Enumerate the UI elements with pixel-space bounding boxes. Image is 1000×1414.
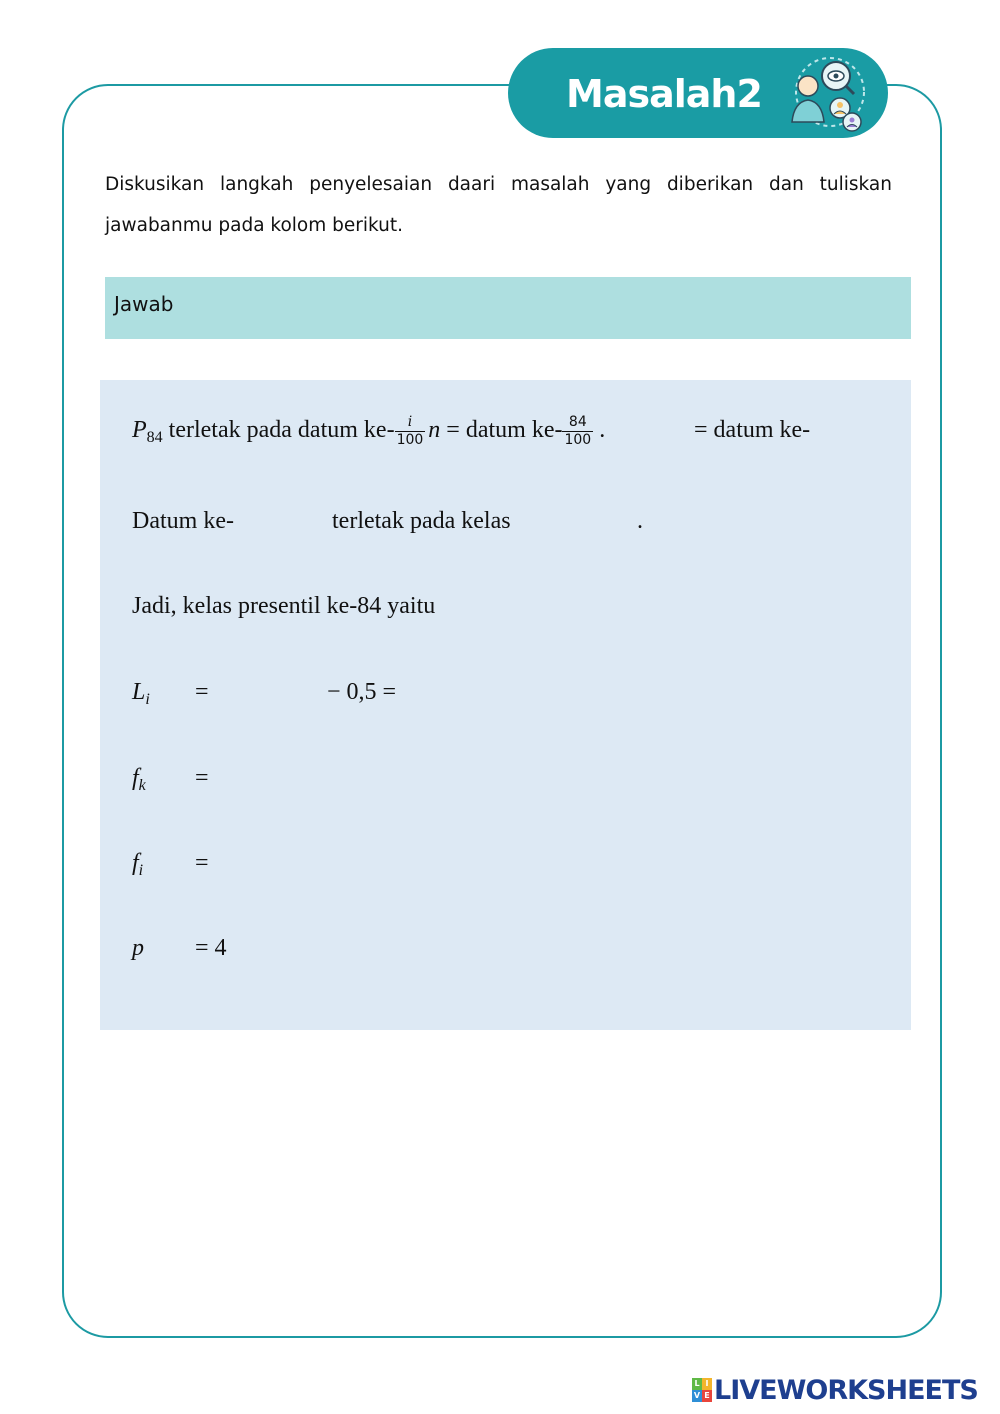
var-subscript: i (145, 691, 150, 708)
dot-mark: . (637, 508, 643, 534)
instructions-text: Diskusikan langkah penyelesaian daari masalah yang diberikan dan tuliskan jawabanmu pada kolom berikut. (105, 174, 892, 236)
people-search-icon (784, 52, 868, 136)
var-symbol: f (132, 765, 139, 791)
fraction-numerator: 84 (562, 414, 593, 432)
dot-mark: . (599, 417, 606, 443)
percentile-location-line (132, 410, 605, 458)
p-subscript: 84 (146, 429, 163, 446)
n-symbol: n (428, 417, 441, 443)
var-fi-equals: = (195, 850, 209, 876)
var-fk-equals: = (195, 765, 209, 791)
equals-datum-result: = datum ke- (694, 417, 811, 443)
liveworksheets-brand: LIVEWORKSHEETS (714, 1374, 978, 1406)
conclusion-text: Jadi, kelas presentil ke-84 yaitu (132, 593, 436, 619)
mark-letter: I (702, 1378, 712, 1390)
var-fi (132, 843, 143, 891)
var-fk (132, 758, 146, 806)
var-symbol: L (132, 679, 146, 705)
page-title: Masalah2 (566, 72, 762, 116)
fraction-84-over-100 (562, 414, 593, 449)
var-subscript: i (138, 862, 144, 879)
var-subscript: k (138, 777, 146, 794)
var-symbol: f (132, 850, 139, 876)
mark-letter: E (702, 1390, 712, 1402)
liveworksheets-logo (692, 1372, 978, 1408)
class-location-text: terletak pada kelas (332, 508, 511, 534)
fraction-denominator: 100 (396, 431, 424, 448)
datum-label: Datum ke- (132, 508, 234, 534)
var-li (132, 672, 150, 720)
mark-letter: L (692, 1378, 702, 1390)
var-li-equals: = (195, 679, 209, 705)
equals-datum-text: = datum ke- (446, 417, 563, 443)
mark-letter: V (693, 1391, 701, 1400)
var-p-equals: = 4 (195, 935, 227, 961)
liveworksheets-mark-icon (692, 1378, 712, 1402)
var-p (132, 928, 144, 968)
answer-header-label: Jawab (114, 292, 174, 316)
fraction-i-over-100 (395, 414, 426, 449)
location-text: terletak pada datum ke- (168, 417, 395, 443)
var-symbol: p (132, 935, 144, 961)
p-symbol: P (132, 417, 147, 443)
answer-header-bar (105, 277, 911, 339)
fraction-denominator: 100 (564, 431, 592, 448)
var-li-minus-half: − 0,5 = (327, 679, 397, 705)
fraction-numerator: i (395, 414, 426, 432)
